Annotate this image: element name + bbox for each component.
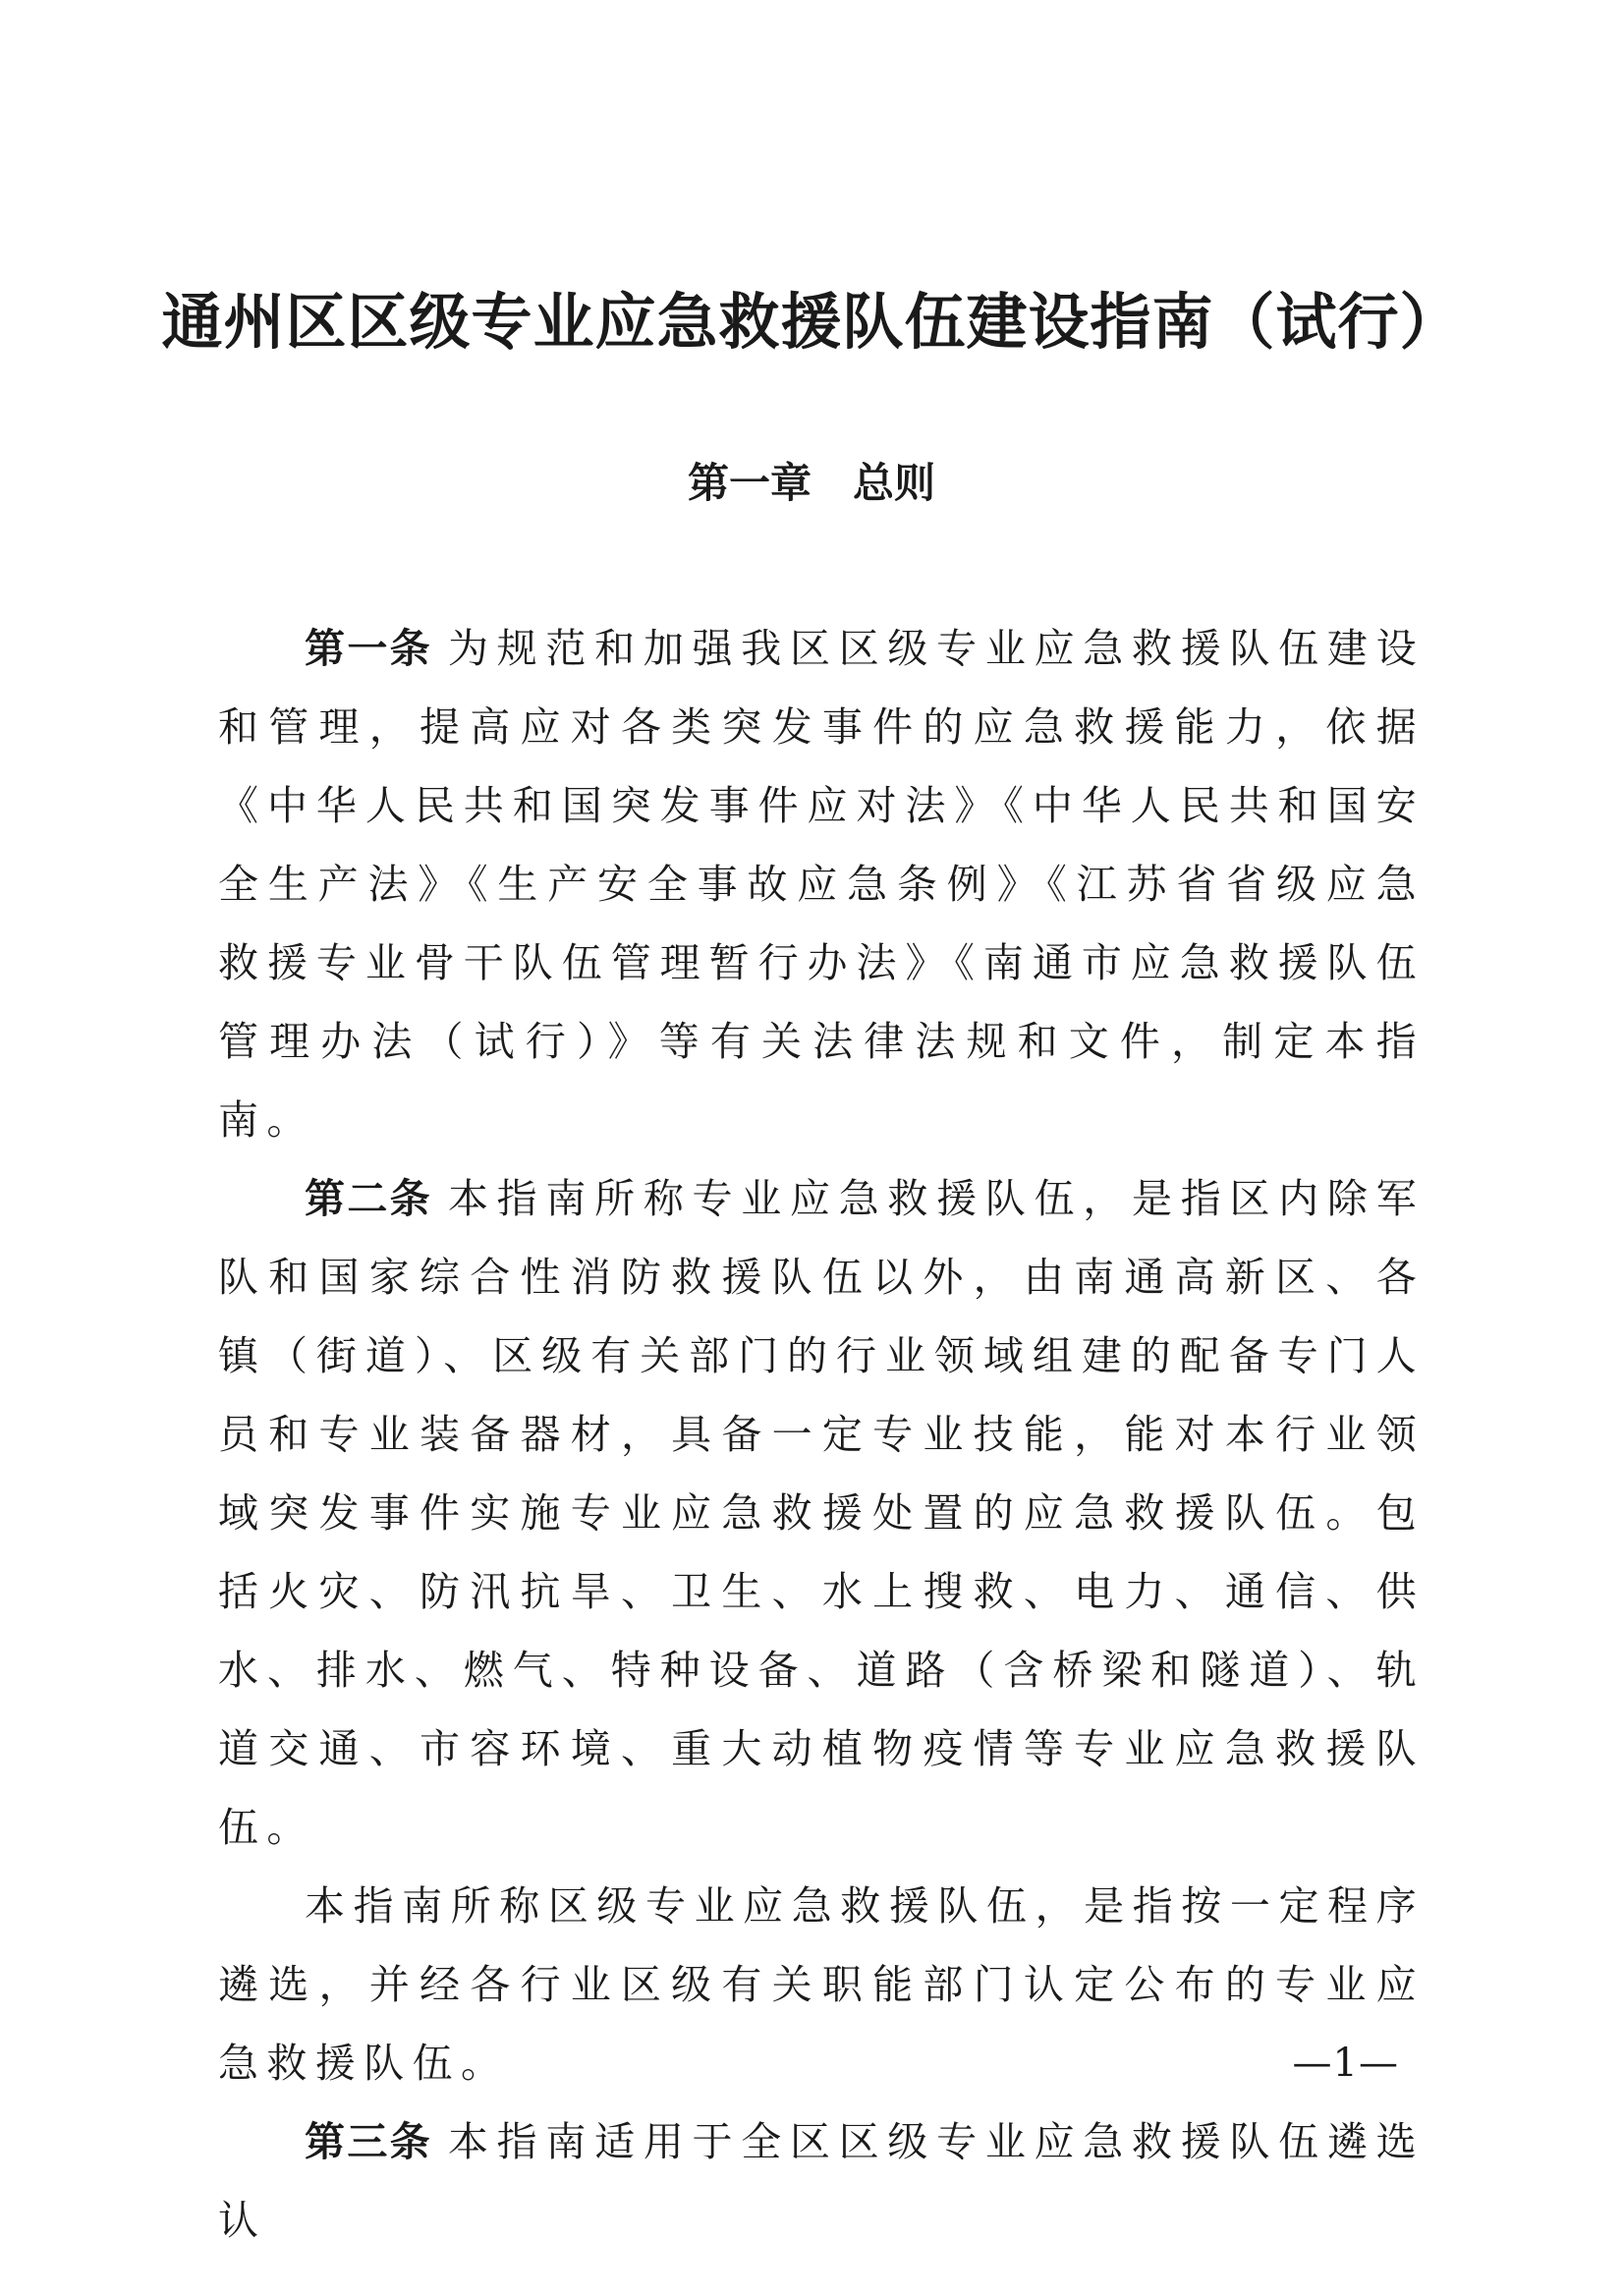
article-label: 第二条	[305, 1175, 432, 1222]
document-body	[218, 609, 1425, 2260]
article-paragraph-1	[218, 609, 1425, 1159]
article-paragraph-2	[218, 1159, 1425, 1867]
article-text: 本指南适用于全区区级专业应急救援队伍遴选认	[218, 2118, 1426, 2244]
article-label: 第三条	[305, 2118, 432, 2165]
document-title: 通州区区级专业应急救援队伍建设指南（试行）	[161, 286, 1462, 358]
article-text: 为规范和加强我区区级专业应急救援队伍建设和管理，提高应对各类突发事件的应急救援能力，依据《中华人民共和国突发事件应对法》《中华人民共和国安全生产法》《生产安全事故应急条例》《江苏省省级应急救援专业骨干队伍管理暂行办法》《南通市应急救援队伍管理办法（试行）》等有关法律法规和文件，制定本指南。	[218, 625, 1426, 1144]
page-number: —1—	[1292, 2041, 1399, 2086]
article-label: 第一条	[305, 625, 432, 672]
chapter-heading: 第一章 总则	[687, 459, 935, 507]
article-text: 本指南所称区级专业应急救援队伍，是指按一定程序遴选，并经各行业区级有关职能部门认定公布的专业应急救援队伍。	[218, 1882, 1425, 2087]
article-text: 本指南所称专业应急救援队伍，是指区内除军队和国家综合性消防救援队伍以外，由南通高新区、各镇（街道）、区级有关部门的行业领域组建的配备专门人员和专业装备器材，具备一定专业技能，能对本行业领域突发事件实施专业应急救援处置的应急救援队伍。包括火灾、防汛抗旱、卫生、水上搜救、电力、通信、供水、排水、燃气、特种设备、道路（含桥梁和隧道）、轨道交通、市容环境、重大动植物疫情等专业应急救援队伍。	[218, 1175, 1426, 1851]
article-paragraph-4	[218, 2102, 1425, 2260]
article-paragraph-3	[218, 1867, 1425, 2102]
